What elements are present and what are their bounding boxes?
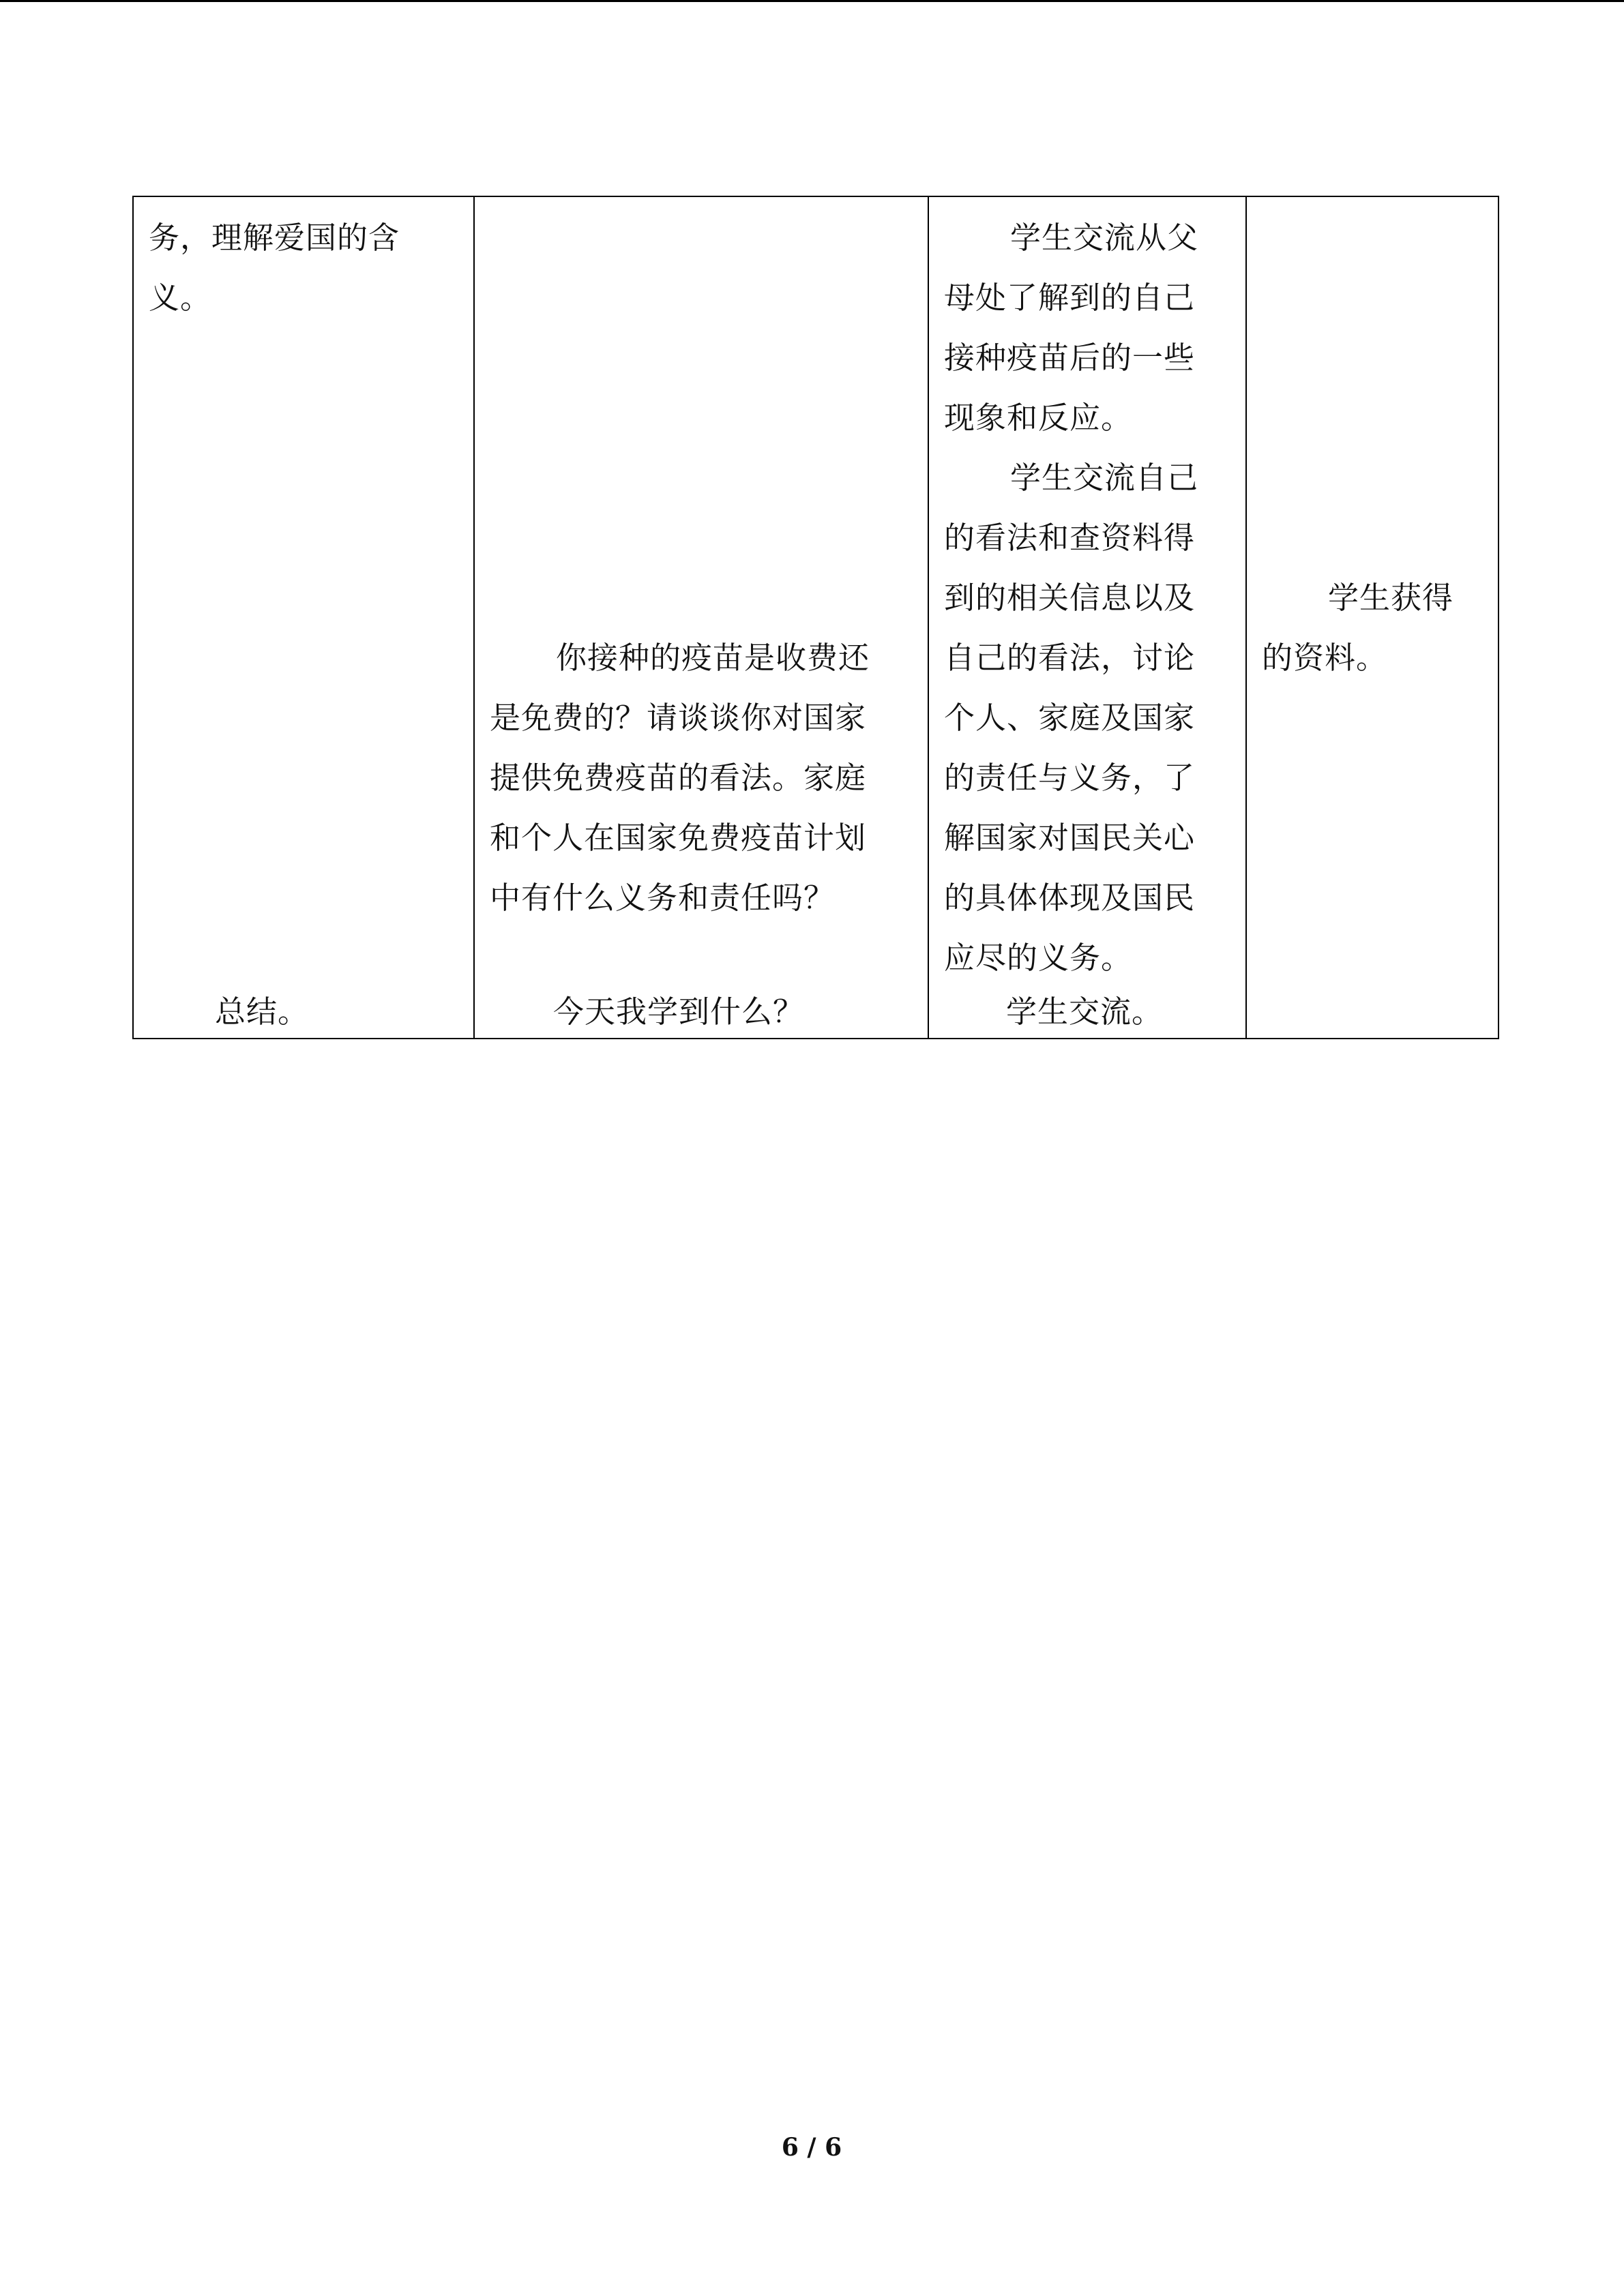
text-line: 母处了解到的自己	[944, 280, 1196, 316]
text-line: 和个人在国家免费疫苗计划	[490, 820, 867, 856]
cell-text	[149, 208, 461, 328]
text-line: 是免费的？请谈谈你对国家	[490, 700, 867, 736]
text-line: 的资料。	[1262, 640, 1388, 676]
page-top-border	[0, 0, 1624, 2]
text-line: 务，理解爱国的含	[149, 220, 400, 256]
text-line: 现象和反应。	[944, 400, 1133, 436]
cell-text	[944, 208, 1233, 988]
text-line: 到的相关信息以及	[944, 580, 1196, 616]
text-line: 解国家对国民关心	[944, 820, 1196, 856]
text-line: 自己的看法，讨论	[944, 640, 1196, 676]
lesson-plan-table	[132, 196, 1499, 1039]
table-cell-objective	[133, 196, 474, 1039]
page-number: 6 / 6	[781, 2133, 842, 2162]
text-line: 学生交流从父	[1010, 220, 1199, 256]
text-line: 提供免费疫苗的看法。家庭	[490, 760, 867, 796]
text-line: 个人、家庭及国家	[944, 700, 1196, 736]
summary-question: 今天我学到什么？	[553, 994, 805, 1030]
text-line: 中有什么义务和责任吗？	[490, 880, 836, 916]
table-cell-design-intent	[1246, 196, 1498, 1039]
text-line: 的具体体现及国民	[944, 880, 1196, 916]
text-line: 义。	[149, 280, 212, 316]
table-cell-student-activity	[928, 196, 1246, 1039]
table-row	[133, 196, 1498, 1039]
text-line: 的责任与义务，了	[944, 760, 1196, 796]
text-line: 学生获得	[1328, 580, 1454, 616]
table-cell-teacher-question	[474, 196, 928, 1039]
text-line: 学生交流自己	[1010, 460, 1199, 496]
summary-student-activity: 学生交流。	[1006, 994, 1164, 1030]
summary-step-label: 总结。	[215, 994, 310, 1030]
text-line: 应尽的义务。	[944, 940, 1133, 976]
text-line: 的看法和查资料得	[944, 520, 1196, 556]
text-line: 你接种的疫苗是收费还	[556, 640, 870, 676]
cell-text	[490, 628, 915, 928]
text-line: 接种疫苗后的一些	[944, 340, 1196, 376]
cell-text	[1262, 568, 1486, 688]
